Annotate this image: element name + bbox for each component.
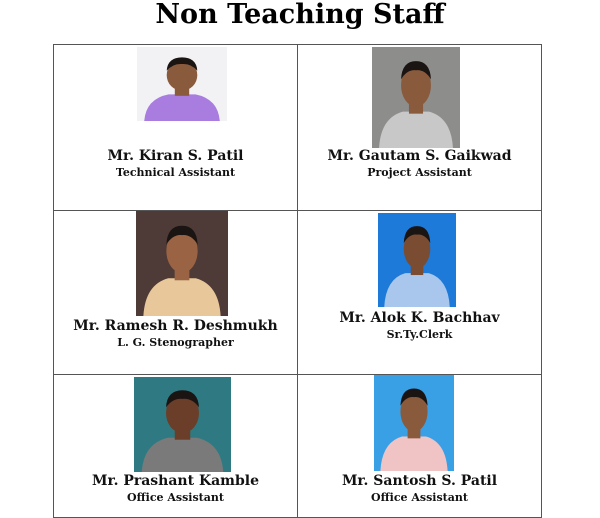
staff-card — [54, 211, 298, 375]
staff-role: L. G. Stenographer — [117, 336, 234, 349]
staff-card — [298, 45, 542, 211]
staff-name: Mr. Gautam S. Gaikwad — [327, 148, 512, 164]
staff-row — [54, 211, 542, 375]
staff-row — [54, 45, 542, 211]
staff-role: Sr.Ty.Clerk — [386, 328, 453, 341]
staff-card — [54, 375, 298, 518]
staff-photo — [137, 47, 227, 121]
staff-name: Mr. Alok K. Bachhav — [339, 310, 500, 326]
page-title: Non Teaching Staff — [155, 0, 445, 30]
staff-role: Technical Assistant — [115, 166, 236, 179]
staff-row — [54, 375, 542, 518]
staff-name: Mr. Ramesh R. Deshmukh — [73, 318, 278, 334]
staff-table — [53, 44, 542, 518]
staff-photo — [136, 211, 228, 316]
staff-role: Project Assistant — [367, 166, 472, 179]
staff-photo — [378, 213, 456, 307]
staff-card — [298, 375, 542, 518]
staff-card — [298, 211, 542, 375]
staff-photo — [372, 47, 460, 148]
staff-name: Mr. Santosh S. Patil — [341, 473, 498, 489]
staff-photo — [134, 377, 231, 472]
staff-name: Mr. Kiran S. Patil — [107, 148, 244, 164]
staff-role: Office Assistant — [127, 491, 224, 504]
staff-role: Office Assistant — [371, 491, 468, 504]
staff-card — [54, 45, 298, 211]
staff-name: Mr. Prashant Kamble — [91, 473, 260, 489]
staff-photo — [374, 375, 454, 471]
